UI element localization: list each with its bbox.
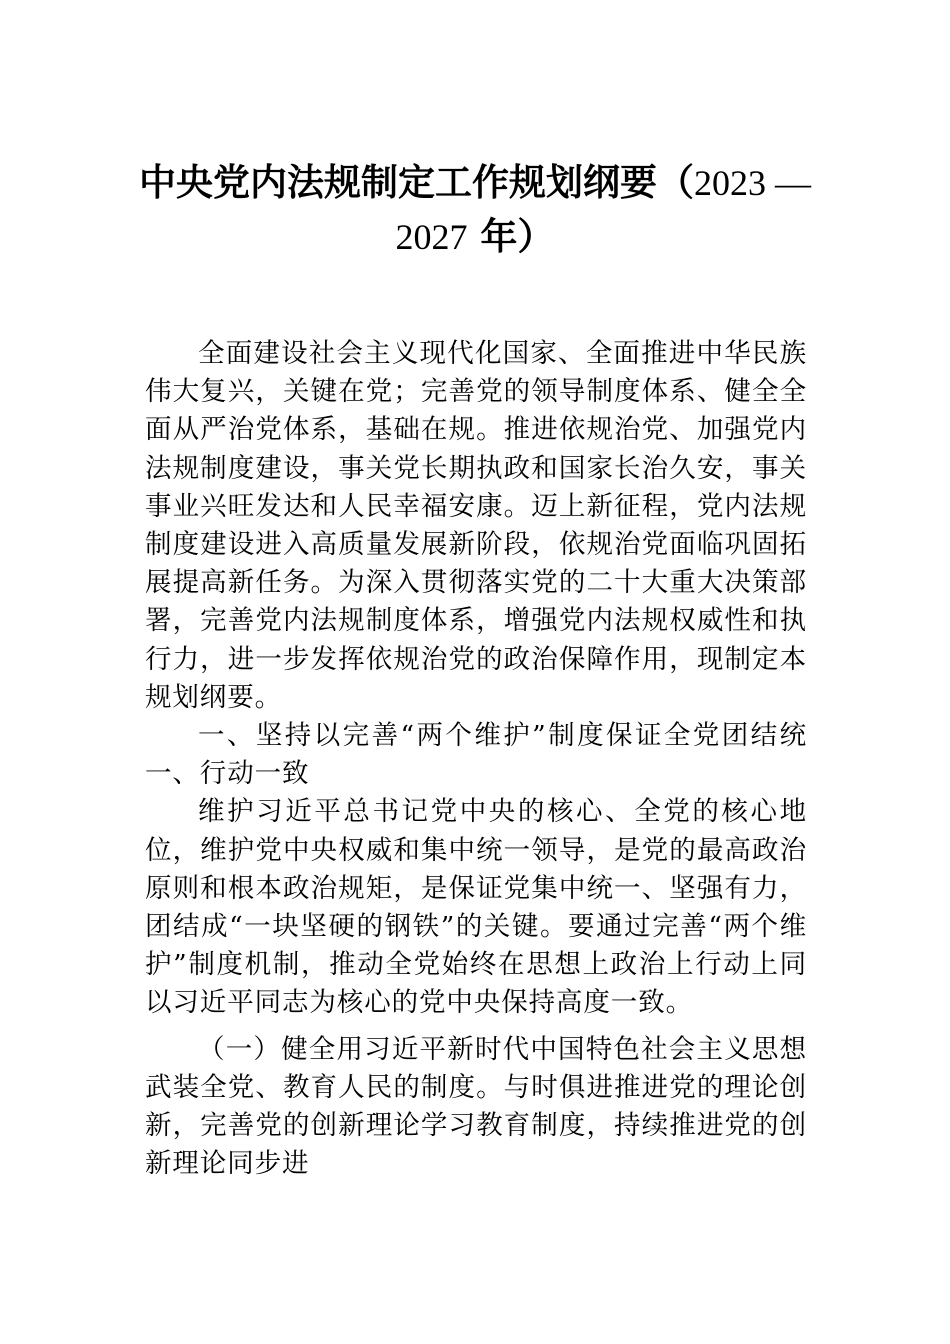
paragraph-subsection-one: （一）健全用习近平新时代中国特色社会主义思想武装全党、教育人民的制度。与时俱进推进党的理论创新，完善党的创新理论学习教育制度，持续推进党的创新理论同步进 xyxy=(145,1033,807,1180)
paragraph-section-one: 维护习近平总书记党中央的核心、全党的核心地位，维护党中央权威和集中统一领导，是党的最高政治原则和根本政治规矩，是保证党集中统一、坚强有力，团结成“一块坚硬的钢铁”的关键。要通过完善“两个维护”制度机制，推动全党始终在思想上政治上行动上同以习近平同志为核心的党中央保持高度一致。 xyxy=(145,796,807,1019)
document-title-line-2 xyxy=(130,214,820,259)
paragraph-preamble: 全面建设社会主义现代化国家、全面推进中华民族伟大复兴，关键在党；完善党的领导制度体系、健全全面从严治党体系，基础在规。推进依规治党、加强党内法规制度建设，事关党长期执政和国家长治久安，事关事业兴旺发达和人民幸福安康。迈上新征程，党内法规制度建设进入高质量发展新阶段，依规治党面临巩固拓展提高新任务。为深入贯彻落实党的二十大重大决策部署，完善党内法规制度体系，增强党内法规权威性和执行力，进一步发挥依规治党的政治保障作用，现制定本规划纲要。 xyxy=(145,338,807,713)
title-text-suffix: 年） xyxy=(467,214,555,258)
title-year-end: 2027 xyxy=(395,217,468,257)
document-body xyxy=(145,335,807,1183)
title-text-prefix: 中央党内法规制定工作规划纲要（ xyxy=(139,160,694,204)
section-heading-one: 一、坚持以完善“两个维护”制度保证全党团结统一、行动一致 xyxy=(145,720,807,790)
document-title-line-1 xyxy=(130,160,820,205)
title-year-start: 2023 xyxy=(694,163,766,203)
title-dash: — xyxy=(766,163,811,203)
